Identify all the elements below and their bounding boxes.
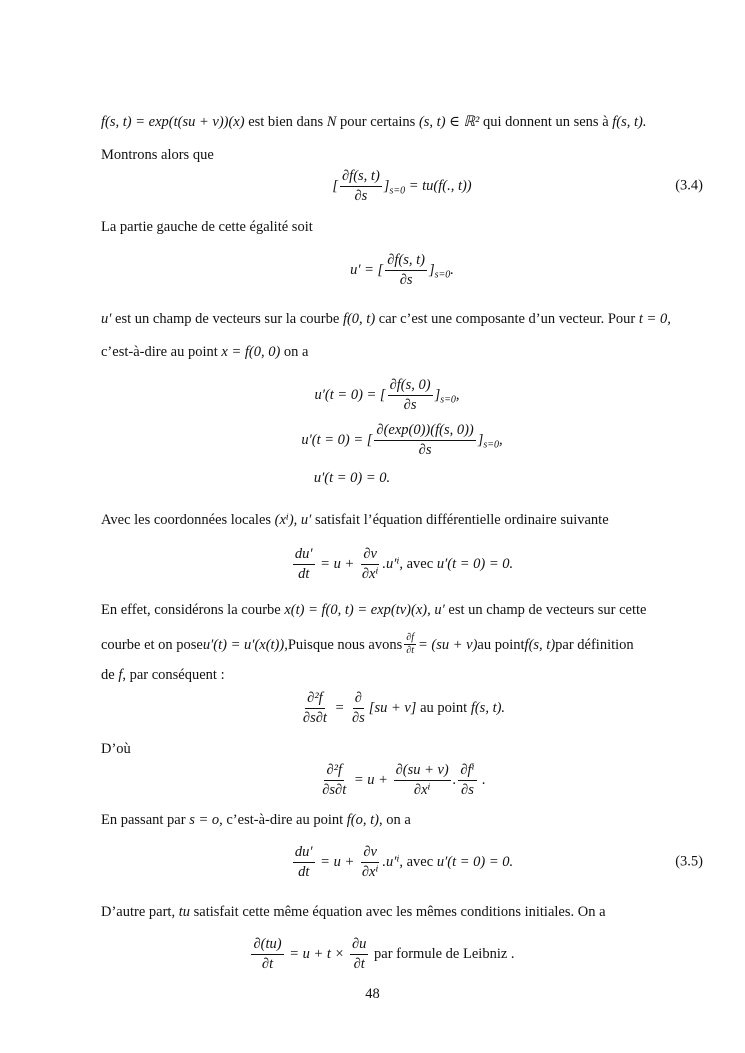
numerator: ∂(tu) — [251, 936, 283, 955]
denominator: dt — [298, 565, 310, 582]
numerator: ∂f(s, t) — [340, 168, 382, 187]
subscript: s=0 — [440, 394, 456, 406]
numerator: du′ — [293, 546, 315, 565]
numerator: ∂ — [353, 690, 364, 709]
text: avec — [403, 853, 437, 870]
math-inline: = (su + v) — [417, 636, 478, 653]
math-inline: x(t) = f(0, t) = exp(tv)(x), u′ — [284, 602, 445, 618]
fraction — [350, 690, 367, 727]
bracket-close: ] — [383, 177, 390, 194]
numerator: ∂(su + v) — [394, 762, 451, 781]
bracket-close: ] — [428, 261, 435, 278]
text: on a — [280, 344, 309, 360]
equation-3-5 — [101, 840, 703, 884]
operator: = u + — [350, 771, 392, 788]
equation-text: u′(t = 0) = 0. — [313, 469, 391, 486]
paragraph-line-7 — [101, 601, 703, 619]
denominator: ∂s — [354, 187, 368, 204]
equation-leibniz — [101, 932, 703, 976]
paragraph-line-4 — [101, 310, 703, 328]
text: car c’est une composante d’un vecteur. Pour — [375, 311, 639, 327]
numerator: ∂u — [350, 936, 368, 955]
fraction — [458, 762, 476, 799]
text: par formule de Leibniz . — [370, 945, 515, 962]
bracket-close: ] — [434, 386, 441, 403]
equation-dou — [101, 759, 703, 801]
numerator: ∂f — [406, 632, 414, 643]
subscript: s=0 — [389, 185, 406, 197]
math-inline: u′ — [101, 311, 112, 327]
text: avec — [403, 555, 437, 572]
paragraph-line-11 — [101, 811, 703, 829]
operator: = — [330, 699, 348, 716]
equation-d2f — [101, 687, 703, 729]
text: D’autre part, — [101, 904, 179, 920]
math-inline: f(o, t) — [346, 812, 379, 828]
fraction — [385, 252, 427, 289]
numerator: ∂v — [361, 546, 379, 565]
text: c’est-à-dire au point — [101, 344, 222, 360]
fraction — [394, 762, 451, 799]
fraction — [293, 844, 315, 881]
text: pour certains — [336, 114, 419, 130]
denominator: ∂t — [353, 955, 365, 972]
condition: u′(t = 0) = 0. — [436, 853, 514, 870]
punct: . — [450, 261, 454, 278]
numerator: ∂²f — [305, 690, 325, 709]
math-inline: f(s, t) — [524, 636, 556, 653]
fraction — [320, 762, 348, 799]
text: qui donnent un sens à — [479, 114, 613, 130]
bracket-close: ] — [477, 431, 484, 448]
paragraph-dou: D’où — [101, 741, 131, 757]
math-inline: tu — [178, 904, 190, 920]
text: , c’est-à-dire au point — [219, 812, 347, 828]
equation-3-4 — [101, 166, 703, 206]
punct: , — [455, 386, 460, 403]
paragraph-line-5 — [101, 343, 703, 361]
fraction — [350, 936, 368, 973]
text: est un champ de vecteurs sur la courbe — [111, 311, 343, 327]
fraction — [293, 546, 315, 583]
math-inline: t = 0, — [638, 311, 671, 327]
math-inline: u′(t) = u′(x(t)), — [202, 636, 288, 653]
math-inline: f(0, t) — [342, 311, 376, 327]
numerator: ∂(exp(0))(f(s, 0)) — [374, 422, 475, 441]
math-inline: N — [326, 114, 337, 130]
fraction — [301, 690, 329, 727]
fraction — [360, 844, 381, 881]
equation-aligned-2 — [101, 420, 703, 460]
math-inline: (s, t) ∈ ℝ² — [418, 114, 480, 130]
denominator: ∂s∂t — [302, 709, 327, 726]
fraction — [360, 546, 381, 583]
denominator: ∂xⁱ — [413, 781, 431, 798]
equation-u-prime — [101, 250, 703, 290]
fraction — [340, 168, 382, 205]
fraction-inline — [404, 633, 416, 656]
paragraph-line-12 — [101, 903, 703, 921]
operator: . — [452, 771, 457, 788]
numerator: ∂v — [361, 844, 379, 863]
tail: [su + v] — [368, 699, 417, 716]
denominator: ∂xⁱ — [361, 863, 379, 880]
equation-number: (3.5) — [675, 853, 703, 870]
text: est un champ de vecteurs sur cette — [444, 602, 647, 618]
text: courbe et on pose — [101, 636, 203, 653]
paragraph-montrons: Montrons alors que — [101, 147, 214, 163]
paragraph-line-8 — [101, 633, 703, 656]
fraction — [374, 422, 475, 459]
denominator: ∂s — [351, 709, 365, 726]
denominator: ∂s — [418, 441, 432, 458]
text: En passant par — [101, 812, 190, 828]
rhs: = tu(f(., t)) — [405, 177, 472, 194]
operator: = u + t × — [285, 945, 348, 962]
denominator: dt — [298, 863, 310, 880]
paragraph-partie-gauche: La partie gauche de cette égalité soit — [101, 219, 313, 235]
subscript: s=0 — [434, 269, 451, 281]
text: , on a — [378, 812, 411, 828]
lhs: u′(t = 0) = [ — [314, 386, 386, 403]
text: au point — [416, 699, 471, 716]
numerator: ∂f(s, 0) — [388, 377, 433, 396]
equation-aligned-1 — [101, 375, 703, 415]
denominator: ∂t — [261, 955, 274, 972]
text: Avec les coordonnées locales — [101, 512, 275, 528]
point: f(s, t). — [470, 699, 506, 716]
tail: .u′ⁱ, — [382, 555, 403, 572]
text: satisfait l’équation différentielle ordinaire suivante — [311, 512, 609, 528]
denominator: ∂t — [406, 645, 414, 656]
denominator: ∂s — [403, 396, 417, 413]
math-inline: f(s, t) = exp(t(su + v))(x) — [101, 114, 245, 130]
numerator: ∂²f — [324, 762, 344, 781]
punct: , — [499, 431, 503, 448]
text: est bien dans — [244, 114, 327, 130]
denominator: ∂s — [399, 271, 413, 288]
text: , par conséquent : — [122, 667, 225, 683]
fraction — [388, 377, 433, 414]
math-inline: (xⁱ), u′ — [274, 512, 312, 528]
math-inline: f — [118, 667, 123, 683]
operator: = u + — [316, 853, 358, 870]
math-inline: x = f(0, 0) — [221, 344, 281, 360]
math-inline: s = o — [189, 812, 220, 828]
text: En effet, considérons la courbe — [101, 602, 285, 618]
punct: . — [478, 771, 486, 788]
text: de — [101, 667, 119, 683]
paragraph-line-9 — [101, 666, 703, 684]
denominator: ∂s∂t — [322, 781, 347, 798]
math-inline: f(s, t). — [612, 114, 647, 130]
condition: u′(t = 0) = 0. — [436, 555, 514, 572]
numerator: ∂f(s, t) — [385, 252, 427, 271]
text: satisfait cette même équation avec les mêmes conditions initiales. On a — [189, 904, 606, 920]
denominator: ∂xⁱ — [361, 565, 379, 582]
numerator: du′ — [293, 844, 315, 863]
paragraph-line-1 — [101, 113, 703, 131]
page-number: 48 — [365, 986, 380, 1002]
equation-aligned-3 — [101, 468, 703, 488]
operator: = u + — [316, 555, 358, 572]
tail: .u′ⁱ, — [382, 853, 403, 870]
equation-ode — [101, 542, 703, 586]
fraction — [251, 936, 283, 973]
denominator: ∂s — [461, 781, 474, 798]
equation-number: (3.4) — [675, 177, 703, 194]
subscript: s=0 — [483, 439, 500, 451]
numerator: ∂fⁱ — [458, 762, 476, 781]
paragraph-line-6 — [101, 511, 703, 529]
lhs: u′(t = 0) = [ — [301, 431, 373, 448]
text: au point — [477, 636, 525, 653]
bracket-open: [ — [332, 177, 338, 194]
text: par définition — [555, 636, 634, 653]
text: Puisque nous avons — [287, 636, 403, 653]
lhs: u′ = [ — [350, 261, 384, 278]
